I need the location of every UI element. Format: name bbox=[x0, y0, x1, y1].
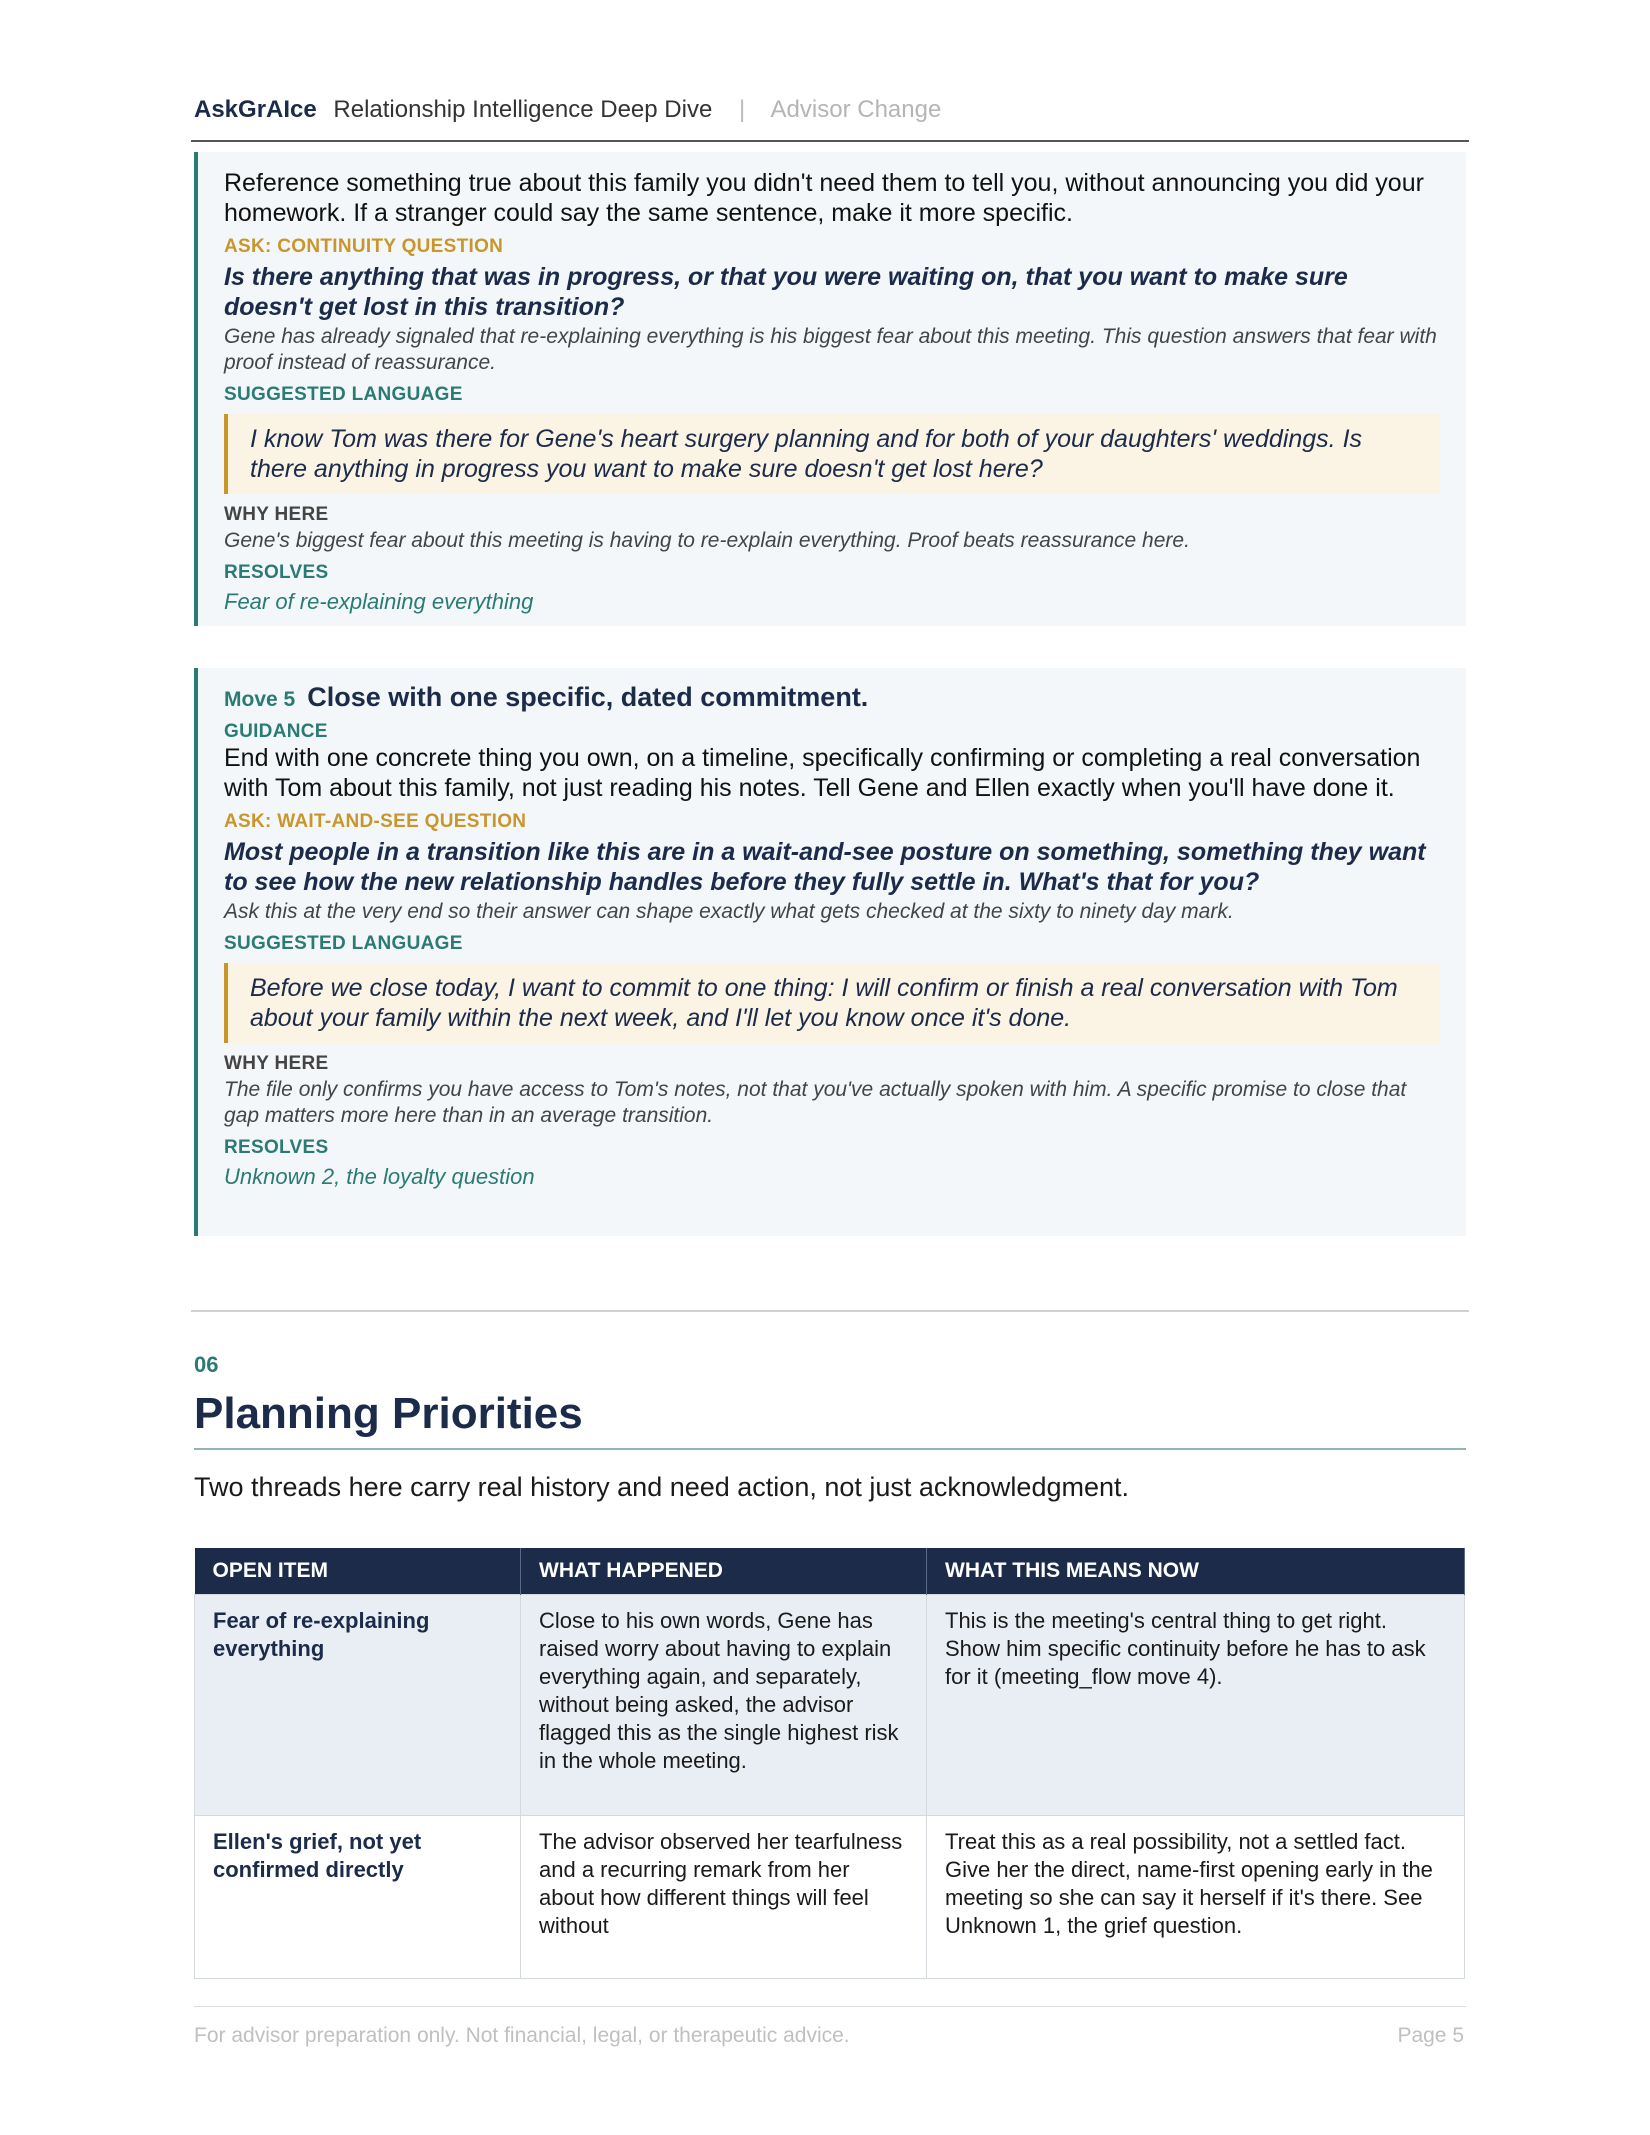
open-item-cell: Fear of re-explaining everything bbox=[195, 1595, 521, 1816]
move-4-card bbox=[194, 152, 1466, 626]
suggested-language-quote: Before we close today, I want to commit to one thing: I will confirm or finish a real conversation with Tom about your family within the next week, and I'll let you know once it's done. bbox=[224, 963, 1440, 1043]
ask-label: ASK: WAIT-AND-SEE QUESTION bbox=[224, 811, 527, 832]
footer-disclaimer: For advisor preparation only. Not financial, legal, or therapeutic advice. bbox=[194, 2024, 850, 2047]
why-here-text: Gene's biggest fear about this meeting is having to re-explain everything. Proof beats reassurance here. bbox=[224, 529, 1190, 552]
planning-priorities-table bbox=[194, 1548, 1465, 1979]
section-divider bbox=[191, 1310, 1469, 1312]
brand-name: AskGrAIce bbox=[194, 96, 317, 123]
section-number: 06 bbox=[194, 1352, 219, 1377]
suggested-language-label: SUGGESTED LANGUAGE bbox=[224, 933, 463, 954]
guidance-text: Reference something true about this family you didn't need them to tell you, without announcing you did your homework. If a stranger could say the same sentence, make it more specific. bbox=[224, 169, 1424, 227]
table-row bbox=[195, 1816, 1465, 1979]
what-this-means-cell: Treat this as a real possibility, not a settled fact. Give her the direct, name-first opening early in the meeting so she can say it herself if it's there. See Unknown 1, the grief question. bbox=[927, 1816, 1465, 1979]
report-title: Relationship Intelligence Deep Dive bbox=[333, 96, 713, 123]
table-header-row bbox=[195, 1548, 1465, 1595]
question-note: Gene has already signaled that re-explaining everything is his biggest fear about this meeting. This question answers that fear with proof instead of reassurance. bbox=[224, 325, 1437, 374]
open-item-cell: Ellen's grief, not yet confirmed directly bbox=[195, 1816, 521, 1979]
move-number: Move 5 bbox=[224, 688, 296, 711]
resolves-label: RESOLVES bbox=[224, 562, 329, 583]
what-happened-cell: The advisor observed her tearfulness and a recurring remark from her about how different things will feel without bbox=[521, 1816, 927, 1979]
move-heading bbox=[224, 682, 1440, 713]
why-here-label: WHY HERE bbox=[224, 1053, 329, 1074]
why-here-label: WHY HERE bbox=[224, 504, 329, 525]
ask-question: Most people in a transition like this are in a wait-and-see posture on something, something they want to see how the new relationship handles before they fully settle in. What's that for you? bbox=[224, 838, 1426, 896]
ask-question: Is there anything that was in progress, or that you were waiting on, that you want to make sure doesn't get lost in this transition? bbox=[224, 263, 1348, 321]
move-5-card bbox=[194, 668, 1466, 1236]
resolves-text: Fear of re-explaining everything bbox=[224, 589, 534, 614]
resolves-label: RESOLVES bbox=[224, 1137, 329, 1158]
section-intro: Two threads here carry real history and need action, not just acknowledgment. bbox=[194, 1472, 1130, 1502]
move-title: Close with one specific, dated commitment. bbox=[307, 682, 869, 712]
column-header-what-this-means: WHAT THIS MEANS NOW bbox=[927, 1548, 1465, 1595]
header-divider bbox=[191, 140, 1469, 142]
column-header-what-happened: WHAT HAPPENED bbox=[521, 1548, 927, 1595]
guidance-text: End with one concrete thing you own, on a timeline, specifically confirming or completing a real conversation with Tom about this family, not just reading his notes. Tell Gene and Ellen exactly when you'll have done it. bbox=[224, 744, 1421, 802]
what-this-means-cell: This is the meeting's central thing to get right. Show him specific continuity before he has to ask for it (meeting_flow move 4). bbox=[927, 1595, 1465, 1816]
section-title: Planning Priorities bbox=[194, 1389, 583, 1438]
page-header bbox=[194, 94, 1466, 126]
header-section: Advisor Change bbox=[770, 96, 942, 123]
table-row bbox=[195, 1595, 1465, 1816]
page-number: Page 5 bbox=[1397, 2024, 1464, 2047]
suggested-language-quote: I know Tom was there for Gene's heart surgery planning and for both of your daughters' weddings. Is there anything in progress you want to make sure doesn't get lost here? bbox=[224, 414, 1440, 494]
suggested-language-label: SUGGESTED LANGUAGE bbox=[224, 384, 463, 405]
header-separator: | bbox=[738, 96, 746, 123]
footer-divider bbox=[194, 2006, 1466, 2007]
guidance-label: GUIDANCE bbox=[224, 721, 328, 742]
column-header-open-item: OPEN ITEM bbox=[195, 1548, 521, 1595]
resolves-text: Unknown 2, the loyalty question bbox=[224, 1164, 535, 1189]
question-note: Ask this at the very end so their answer can shape exactly what gets checked at the sixty to ninety day mark. bbox=[224, 900, 1234, 923]
what-happened-cell: Close to his own words, Gene has raised worry about having to explain everything again, and separately, without being asked, the advisor flagged this as the single highest risk in the whole meeting. bbox=[521, 1595, 927, 1816]
why-here-text: The file only confirms you have access to Tom's notes, not that you've actually spoken with him. A specific promise to close that gap matters more here than in an average transition. bbox=[224, 1078, 1407, 1127]
ask-label: ASK: CONTINUITY QUESTION bbox=[224, 236, 504, 257]
section-title-underline bbox=[194, 1448, 1466, 1450]
